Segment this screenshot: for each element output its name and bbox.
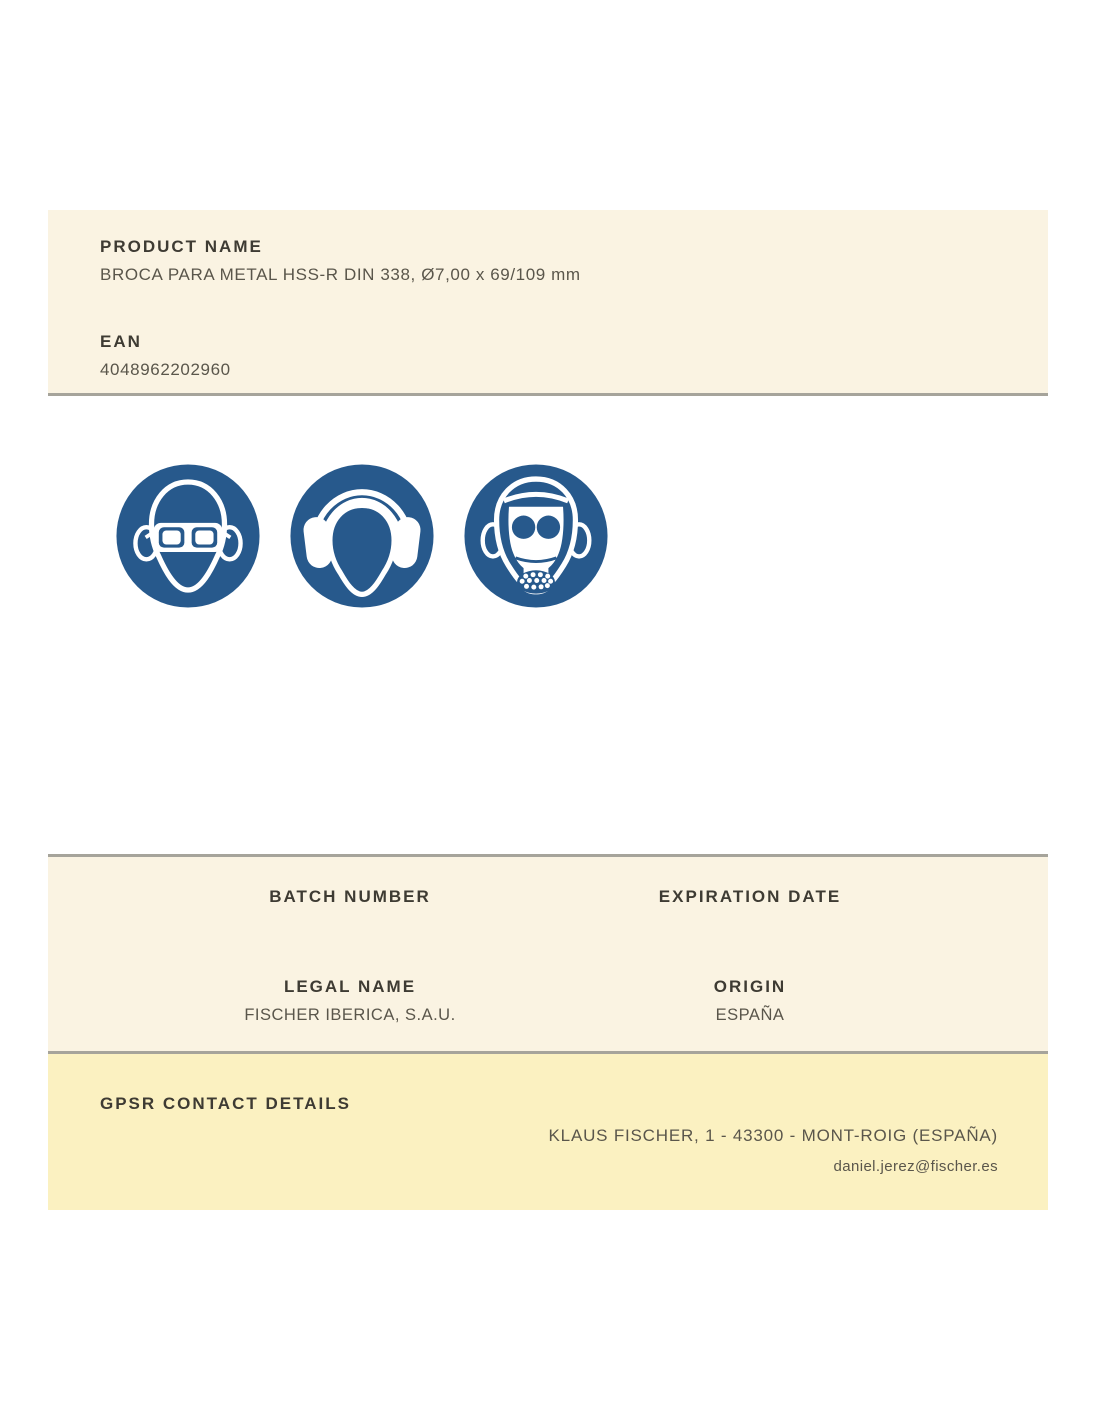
batch-number-label: BATCH NUMBER — [269, 887, 431, 906]
batch-info-section — [48, 854, 1048, 1054]
origin-label: ORIGIN — [713, 977, 787, 996]
eye-protection-icon — [115, 463, 261, 609]
legal-name-cell — [100, 977, 600, 1026]
product-info-section — [48, 210, 1048, 396]
batch-number-cell — [100, 887, 600, 977]
gpsr-title: GPSR CONTACT DETAILS — [100, 1094, 351, 1113]
legal-name-value: FISCHER IBERICA, S.A.U. — [244, 1006, 456, 1025]
ean-label: EAN — [100, 331, 142, 351]
batch-left-column — [100, 887, 600, 1051]
expiration-date-label: EXPIRATION DATE — [658, 887, 842, 906]
origin-value: ESPAÑA — [715, 1006, 785, 1025]
respiratory-protection-icon — [463, 463, 609, 609]
gpsr-email-link[interactable]: daniel.jerez@fischer.es — [833, 1157, 998, 1175]
safety-icons-row — [115, 463, 609, 609]
expiration-date-cell — [600, 887, 900, 977]
product-name-label: PRODUCT NAME — [100, 237, 263, 256]
gpsr-contact-section — [48, 1054, 1048, 1210]
origin-cell — [600, 977, 900, 1026]
product-name-value: BROCA PARA METAL HSS-R DIN 338, Ø7,00 x 69/109 mm — [100, 265, 581, 285]
gpsr-address: KLAUS FISCHER, 1 - 43300 - MONT-ROIG (ESPAÑA) — [548, 1126, 998, 1146]
batch-right-column — [600, 887, 900, 1051]
ear-protection-icon — [289, 463, 435, 609]
legal-name-label: LEGAL NAME — [283, 977, 417, 996]
ean-value: 4048962202960 — [100, 360, 231, 380]
